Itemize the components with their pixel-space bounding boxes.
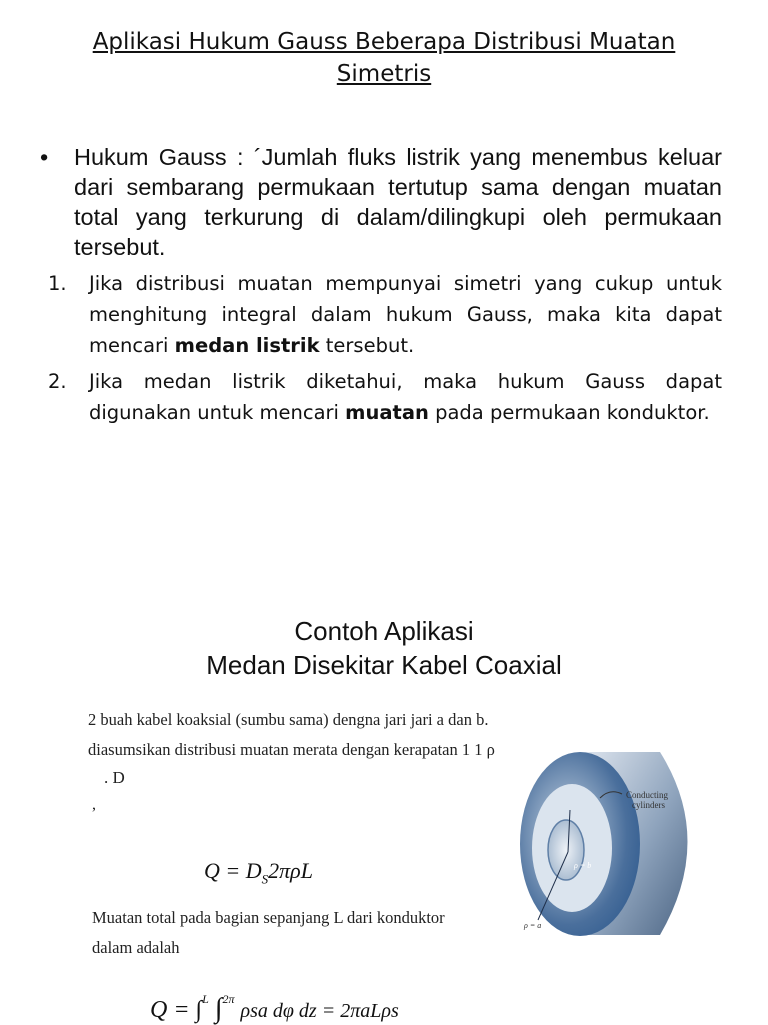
- item-text: Jika distribusi muatan mempunyai simetri yang cukup untuk menghitung integral dalam hukum Gauss, maka kita dapat mencari medan listrik tersebut.: [89, 272, 722, 357]
- gauss-law-bullet: [40, 142, 722, 262]
- example-heading-2: Medan Disekitar Kabel Coaxial: [206, 650, 562, 680]
- label-rho-b: ρ = b: [574, 861, 592, 870]
- scan-line-4: ,: [92, 796, 96, 813]
- title-line-2: Simetris: [336, 61, 432, 87]
- numbered-item-1: [48, 268, 722, 361]
- bullet-dot: •: [40, 144, 49, 170]
- formula-charge-2: Q = ∫$^L$ ∫$^{2\pi}$ ρsa dφ dz = 2πaLρs: [150, 992, 399, 1024]
- label-rho-a: ρ = a: [524, 921, 542, 930]
- bullet-text: Hukum Gauss : ´Jumlah fluks listrik yang menembus keluar dari sembarang permukaan tertutup sama dengan muatan total yang terkurung di dalam/dilingkupi oleh permukaan tersebut.: [74, 144, 722, 260]
- item-number: 1.: [48, 272, 67, 295]
- formula-charge-1: $Q = D_S2\pi\rho L$: [204, 858, 313, 887]
- slide-title: [40, 26, 728, 90]
- numbered-item-2: [48, 366, 722, 428]
- item-number: 2.: [48, 370, 67, 393]
- example-heading-1: Contoh Aplikasi: [294, 616, 474, 646]
- scan-line-1: 2 buah kabel koaksial (sumbu sama) dengna jari jari a dan b.: [88, 710, 489, 729]
- scan-line-3: . D: [104, 768, 125, 787]
- label-conducting: Conducting: [626, 790, 668, 800]
- item-text: Jika medan listrik diketahui, maka hukum Gauss dapat digunakan untuk mencari muatan pada permukaan konduktor.: [89, 370, 722, 424]
- title-line-1: Aplikasi Hukum Gauss Beberapa Distribusi Muatan: [92, 29, 676, 55]
- label-cylinders: cylinders: [632, 800, 665, 810]
- item-bold-term: medan listrik: [174, 334, 320, 357]
- scan-line-6: dalam adalah: [92, 938, 180, 957]
- scan-line-5: Muatan total pada bagian sepanjang L dari konduktor: [92, 908, 445, 927]
- cable-inner-conductor: [548, 820, 584, 880]
- item-bold-term: muatan: [345, 401, 429, 424]
- coaxial-cable-figure: [510, 740, 720, 950]
- scan-line-2: diasumsikan distribusi muatan merata dengan kerapatan 1 1 ρ: [88, 740, 495, 759]
